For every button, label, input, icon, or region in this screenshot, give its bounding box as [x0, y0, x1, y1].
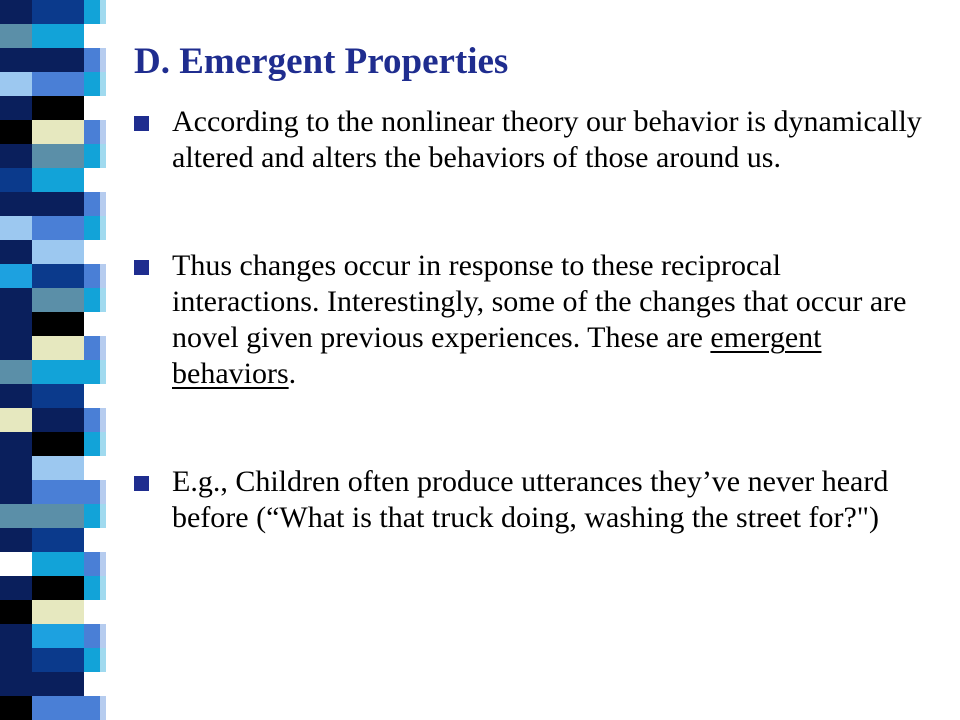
- stripe-segment: [32, 48, 84, 72]
- bullet-text: [172, 248, 932, 392]
- stripe-segment: [32, 288, 84, 312]
- stripe-segment: [32, 672, 84, 696]
- stripe-segment: [32, 600, 84, 624]
- stripe-segment: [0, 0, 32, 24]
- stripe-segment: [32, 168, 84, 192]
- stripe-segment: [0, 408, 32, 432]
- stripe-segment: [0, 264, 32, 288]
- stripe-segment: [32, 96, 84, 120]
- stripe-segment: [32, 408, 84, 432]
- bullet-text-end: .: [288, 357, 297, 390]
- stripe-segment: [32, 504, 84, 528]
- stripe-segment: [0, 168, 32, 192]
- stripe-segment: [32, 120, 84, 144]
- stripe-segment: [0, 144, 32, 168]
- bullet-item: [132, 104, 932, 176]
- stripe-segment: [0, 504, 32, 528]
- stripe-segment: [32, 0, 84, 24]
- stripe-segment: [32, 528, 84, 552]
- stripe-segment: [0, 216, 32, 240]
- stripe-segment: [32, 264, 84, 288]
- stripe-segment: [0, 192, 32, 216]
- stripe-segment: [32, 24, 84, 48]
- bullet-text: E.g., Children often produce utterances they’ve never heard before (“What is that truck doing, washing the street for?"): [172, 465, 889, 534]
- stripe-segment: [0, 312, 32, 336]
- stripe-segment: [32, 624, 84, 648]
- stripe-edge: [100, 0, 108, 720]
- stripe-segment: [0, 480, 32, 504]
- stripe-segment: [0, 432, 32, 456]
- stripe-segment: [0, 288, 32, 312]
- stripe-segment: [32, 216, 84, 240]
- stripe-segment: [32, 240, 84, 264]
- stripe-segment: [0, 696, 32, 720]
- stripe-segment: [0, 96, 32, 120]
- slide-title: D. Emergent Properties: [134, 41, 509, 82]
- square-bullet-icon: [134, 260, 149, 275]
- stripe-segment: [0, 528, 32, 552]
- stripe-segment: [0, 360, 32, 384]
- stripe-segment: [0, 624, 32, 648]
- bullet-text: According to the nonlinear theory our behavior is dynamically altered and alters the behaviors of those around us.: [172, 105, 922, 174]
- stripe-segment: [32, 696, 84, 720]
- stripe-segment: [32, 336, 84, 360]
- stripe-segment: [32, 576, 84, 600]
- stripe-segment: [32, 312, 84, 336]
- stripe-segment: [0, 576, 32, 600]
- bullet-text-main: Thus changes occur in response to these reciprocal interactions. Interestingly, some of the changes that occur are novel given previous experiences. These are: [172, 249, 907, 354]
- stripe-segment: [0, 48, 32, 72]
- stripe-segment: [0, 240, 32, 264]
- stripe-segment: [0, 648, 32, 672]
- stripe-segment: [32, 480, 84, 504]
- emergent-behaviors-term: emergent behaviors: [172, 321, 822, 390]
- stripe-segment: [32, 360, 84, 384]
- square-bullet-icon: [134, 476, 149, 491]
- stripe-segment: [32, 192, 84, 216]
- stripe-segment: [32, 384, 84, 408]
- decorative-stripe-bar: [0, 0, 108, 720]
- stripe-segment: [32, 144, 84, 168]
- stripe-segment: [0, 552, 32, 576]
- stripe-segment: [0, 336, 32, 360]
- stripe-segment: [32, 648, 84, 672]
- stripe-svg: [0, 0, 108, 720]
- stripe-segment: [0, 672, 32, 696]
- stripe-segment: [32, 552, 84, 576]
- bullet-item: [132, 464, 932, 536]
- stripe-segment: [0, 384, 32, 408]
- bullet-item: [132, 248, 932, 392]
- bullet-list: [132, 104, 932, 536]
- stripe-segment: [0, 24, 32, 48]
- stripe-segment: [32, 456, 84, 480]
- square-bullet-icon: [134, 116, 149, 131]
- stripe-segment: [0, 456, 32, 480]
- stripe-segment: [0, 72, 32, 96]
- stripe-segment: [32, 432, 84, 456]
- stripe-segment: [0, 120, 32, 144]
- stripe-segment: [0, 600, 32, 624]
- stripe-segment: [32, 72, 84, 96]
